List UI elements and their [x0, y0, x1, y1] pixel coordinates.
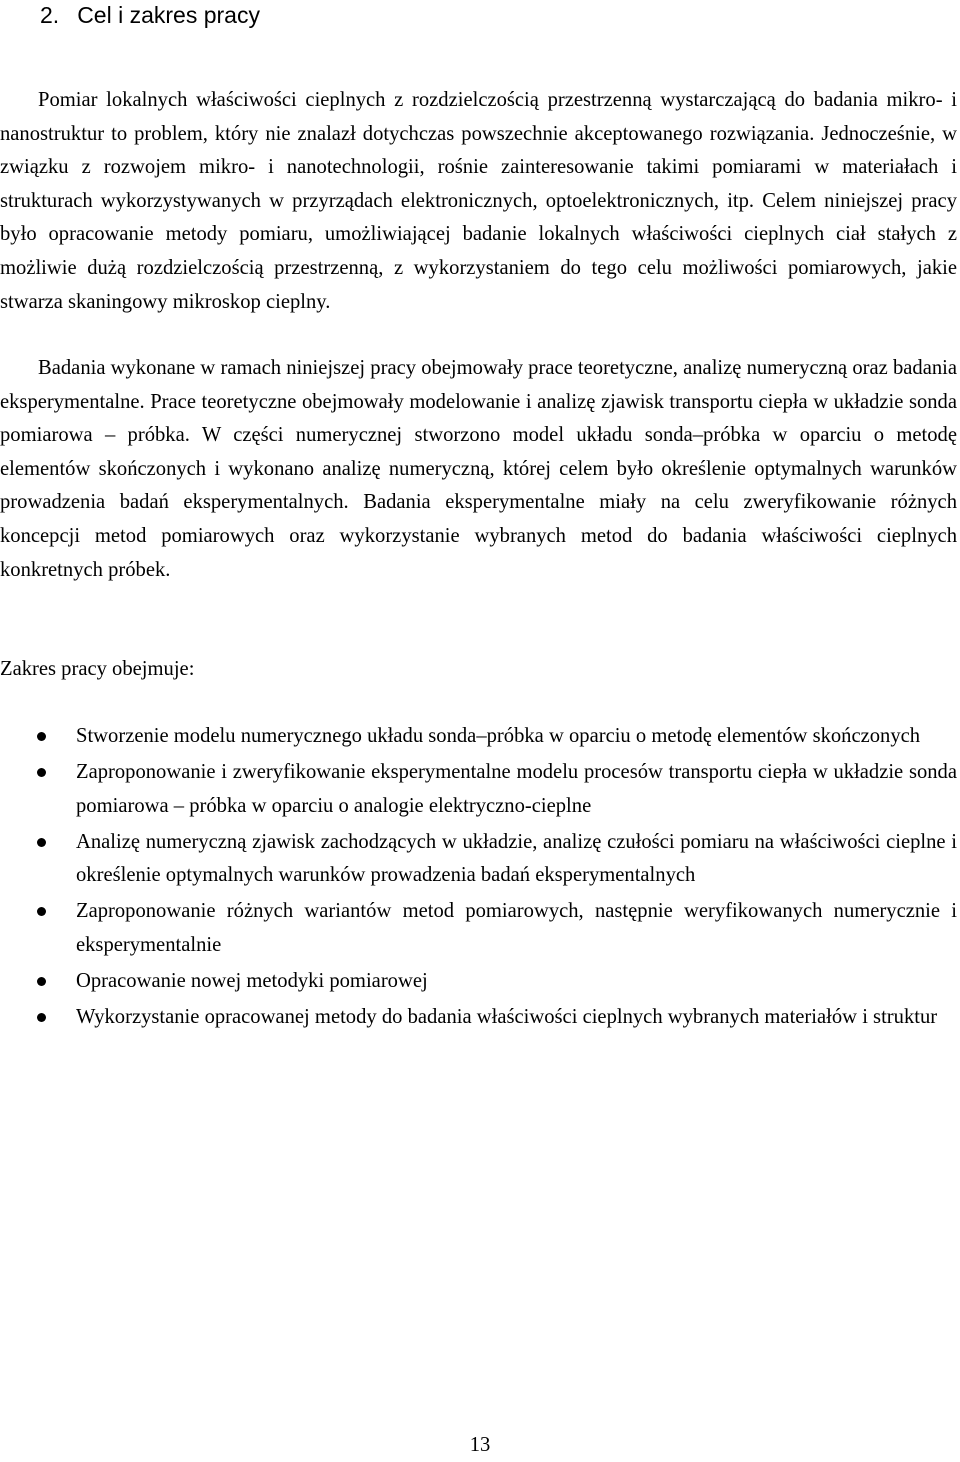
bullet-icon [37, 732, 46, 741]
bullet-icon [37, 768, 46, 777]
bullet-icon [37, 1013, 46, 1022]
scope-item [0, 826, 957, 893]
paragraph-goal-text: Pomiar lokalnych właściwości cieplnych z rozdzielczością przestrzenną wystarczającą do badania mikro- i nanostruktur to problem, który nie znalazł dotychczas powszechnie akceptowanego rozwiązania. Jednocześnie, w związku z rozwojem mikro- i nanotechnologii, rośnie zainteresowanie takimi pomiarami w materiałach i strukturach wykorzystywanych w przyrządach elektronicznych, optoelektronicznych, itp. Celem niniejszej pracy było opracowanie metody pomiaru, umożliwiającej badanie lokalnych właściwości cieplnych ciał stałych z możliwie dużą rozdzielczością przestrzenną, z wykorzystaniem do tego celu możliwości pomiarowych, jakie stwarza skaningowy mikroskop cieplny. [0, 89, 957, 313]
paragraph-research-text: Badania wykonane w ramach niniejszej pracy obejmowały prace teoretyczne, analizę numeryczną oraz badania eksperymentalne. Prace teoretyczne obejmowały modelowanie i analizę zjawisk transportu ciepła w układzie sonda pomiarowa – próbka. W części numerycznej stworzono model układu sonda–próbka w oparciu o metodę elementów skończonych i wykonano analizę numeryczną, której celem było określenie optymalnych warunków prowadzenia badań eksperymentalnych. Badania eksperymentalne miały na celu zweryfikowanie różnych koncepcji metod pomiarowych oraz wykorzystanie wybranych metod do badania właściwości cieplnych konkretnych próbek. [0, 357, 957, 581]
bullet-icon [37, 838, 46, 847]
scope-item-text: Zaproponowanie różnych wariantów metod pomiarowych, następnie weryfikowanych numerycznie i eksperymentalnie [76, 900, 957, 957]
scope-item-text: Analizę numeryczną zjawisk zachodzących w układzie, analizę czułości pomiaru na właściwości cieplne i określenie optymalnych warunków prowadzenia badań eksperymentalnych [76, 830, 957, 887]
section-heading [40, 0, 260, 30]
scope-item [0, 756, 957, 823]
scope-item [0, 720, 957, 754]
scope-item-text: Zaproponowanie i zweryfikowanie eksperymentalne modelu procesów transportu ciepła w układzie sonda pomiarowa – próbka w oparciu o analogie elektryczno-cieplne [76, 761, 957, 817]
bullet-icon [37, 907, 46, 916]
paragraph-research [0, 352, 957, 587]
page-number: 13 [469, 1434, 491, 1456]
paragraph-goal [0, 84, 957, 319]
scope-label: Zakres pracy obejmuje: [0, 658, 195, 680]
scope-list [0, 720, 957, 1037]
section-title: Cel i zakres pracy [77, 2, 260, 28]
bullet-icon [37, 977, 46, 986]
scope-item-text: Opracowanie nowej metodyki pomiarowej [76, 970, 428, 993]
scope-item-text: Stworzenie modelu numerycznego układu sonda–próbka w oparciu o metodę elementów skończonych [76, 725, 921, 747]
section-number: 2. [40, 2, 60, 28]
scope-item [0, 895, 957, 962]
scope-item [0, 1001, 957, 1035]
scope-item [0, 965, 957, 999]
scope-item-text: Wykorzystanie opracowanej metody do badania właściwości cieplnych wybranych materiałów i struktur [76, 1006, 938, 1029]
